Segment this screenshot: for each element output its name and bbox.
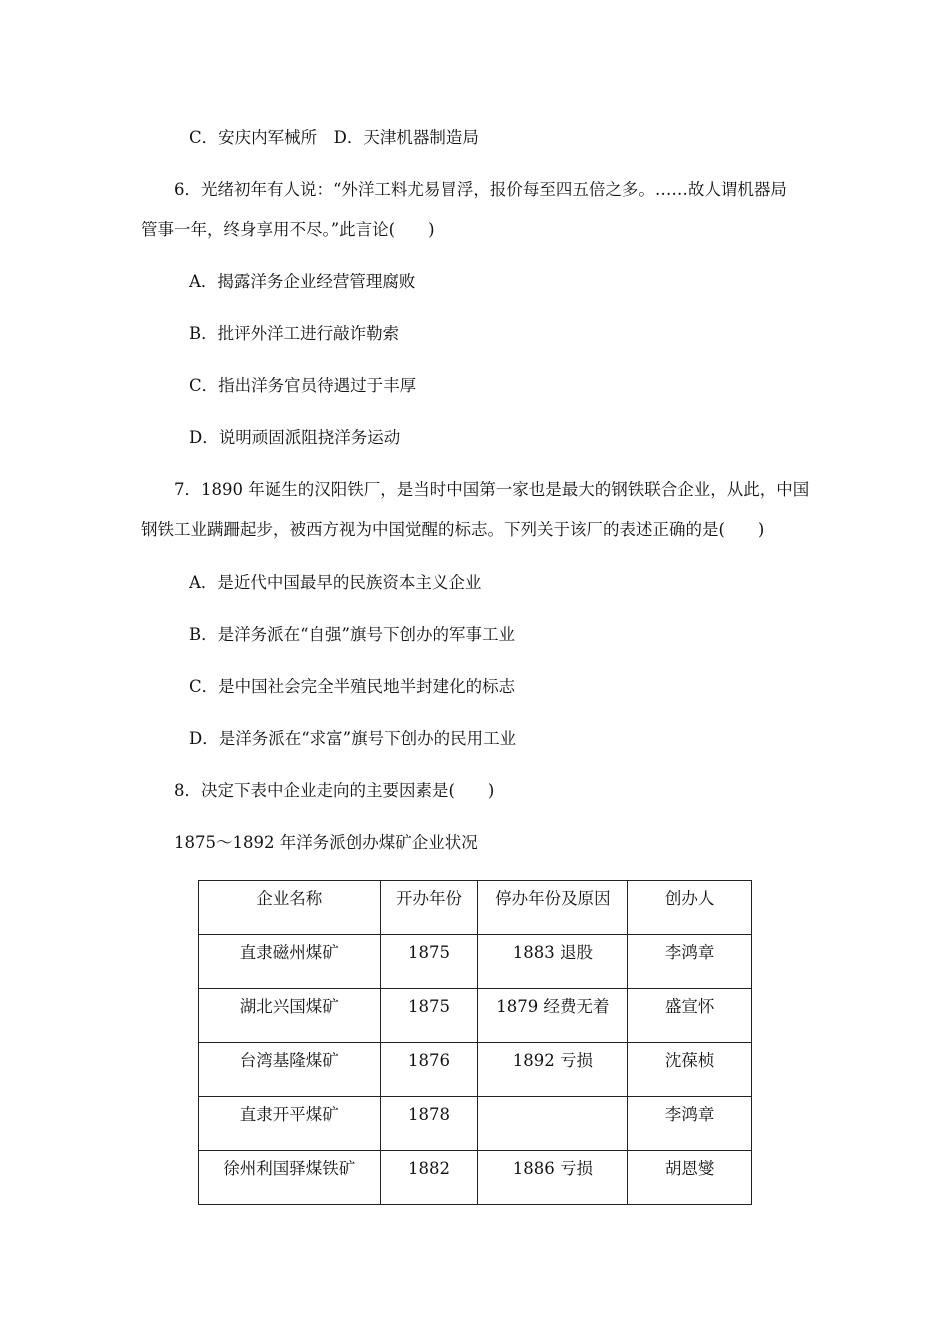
- q6-option-c: C．指出洋务官员待遇过于丰厚: [189, 376, 417, 395]
- table-cell: 直隶磁州煤矿: [199, 935, 381, 989]
- table-cell: 1875: [380, 989, 478, 1043]
- table-header-cell: 创办人: [628, 881, 752, 935]
- table-header-cell: 停办年份及原因: [478, 881, 628, 935]
- table-cell: 1892 亏损: [478, 1043, 628, 1097]
- table-header-cell: 企业名称: [199, 881, 381, 935]
- q6-option-a: A．揭露洋务企业经营管理腐败: [189, 272, 416, 291]
- q7-option-a: A．是近代中国最早的民族资本主义企业: [189, 573, 482, 592]
- table-cell: 直隶开平煤矿: [199, 1097, 381, 1151]
- q6-stem-line2: 管事一年，终身享用不尽。”此言论( ): [141, 220, 435, 239]
- table-cell: 1876: [380, 1043, 478, 1097]
- table-row: [199, 1043, 752, 1097]
- q6-option-b: B．批评外洋工进行敲诈勒索: [189, 324, 400, 343]
- table-cell: 徐州利国驿煤铁矿: [199, 1151, 381, 1205]
- table-cell: 1883 退股: [478, 935, 628, 989]
- table-cell: 李鸿章: [628, 935, 752, 989]
- q8-stem: 8．决定下表中企业走向的主要因素是( ): [174, 781, 495, 800]
- table-caption: 1875～1892 年洋务派创办煤矿企业状况: [174, 833, 478, 852]
- table-row: [199, 935, 752, 989]
- table-row: [199, 1097, 752, 1151]
- table-cell: 1875: [380, 935, 478, 989]
- table-row: [199, 1151, 752, 1205]
- q7-stem-line2: 钢铁工业蹒跚起步，被西方视为中国觉醒的标志。下列关于该厂的表述正确的是( ): [141, 520, 765, 539]
- table-cell: 1879 经费无着: [478, 989, 628, 1043]
- table-cell: [478, 1097, 628, 1151]
- table-cell: 盛宣怀: [628, 989, 752, 1043]
- table-header-cell: 开办年份: [380, 881, 478, 935]
- table-cell: 台湾基隆煤矿: [199, 1043, 381, 1097]
- table-cell: 沈葆桢: [628, 1043, 752, 1097]
- q7-option-d: D．是洋务派在“求富”旗号下创办的民用工业: [189, 729, 517, 748]
- q5-options-cd: C．安庆内军械所 D．天津机器制造局: [189, 128, 479, 147]
- table-cell: 李鸿章: [628, 1097, 752, 1151]
- coal-mine-table: [198, 880, 752, 1205]
- table-cell: 1878: [380, 1097, 478, 1151]
- q6-option-d: D．说明顽固派阻挠洋务运动: [189, 428, 401, 447]
- table-cell: 1886 亏损: [478, 1151, 628, 1205]
- q7-option-c: C．是中国社会完全半殖民地半封建化的标志: [189, 677, 516, 696]
- table-cell: 胡恩燮: [628, 1151, 752, 1205]
- table-cell: 湖北兴国煤矿: [199, 989, 381, 1043]
- q7-option-b: B．是洋务派在“自强”旗号下创办的军事工业: [189, 625, 515, 644]
- q6-stem-line1: 6．光绪初年有人说：“外洋工料尤易冒浮，报价每至四五倍之多。……故人谓机器局: [174, 180, 787, 199]
- table-cell: 1882: [380, 1151, 478, 1205]
- table-row: [199, 989, 752, 1043]
- table-header-row: [199, 881, 752, 935]
- q7-stem-line1: 7．1890 年诞生的汉阳铁厂，是当时中国第一家也是最大的钢铁联合企业，从此，中国: [174, 480, 810, 499]
